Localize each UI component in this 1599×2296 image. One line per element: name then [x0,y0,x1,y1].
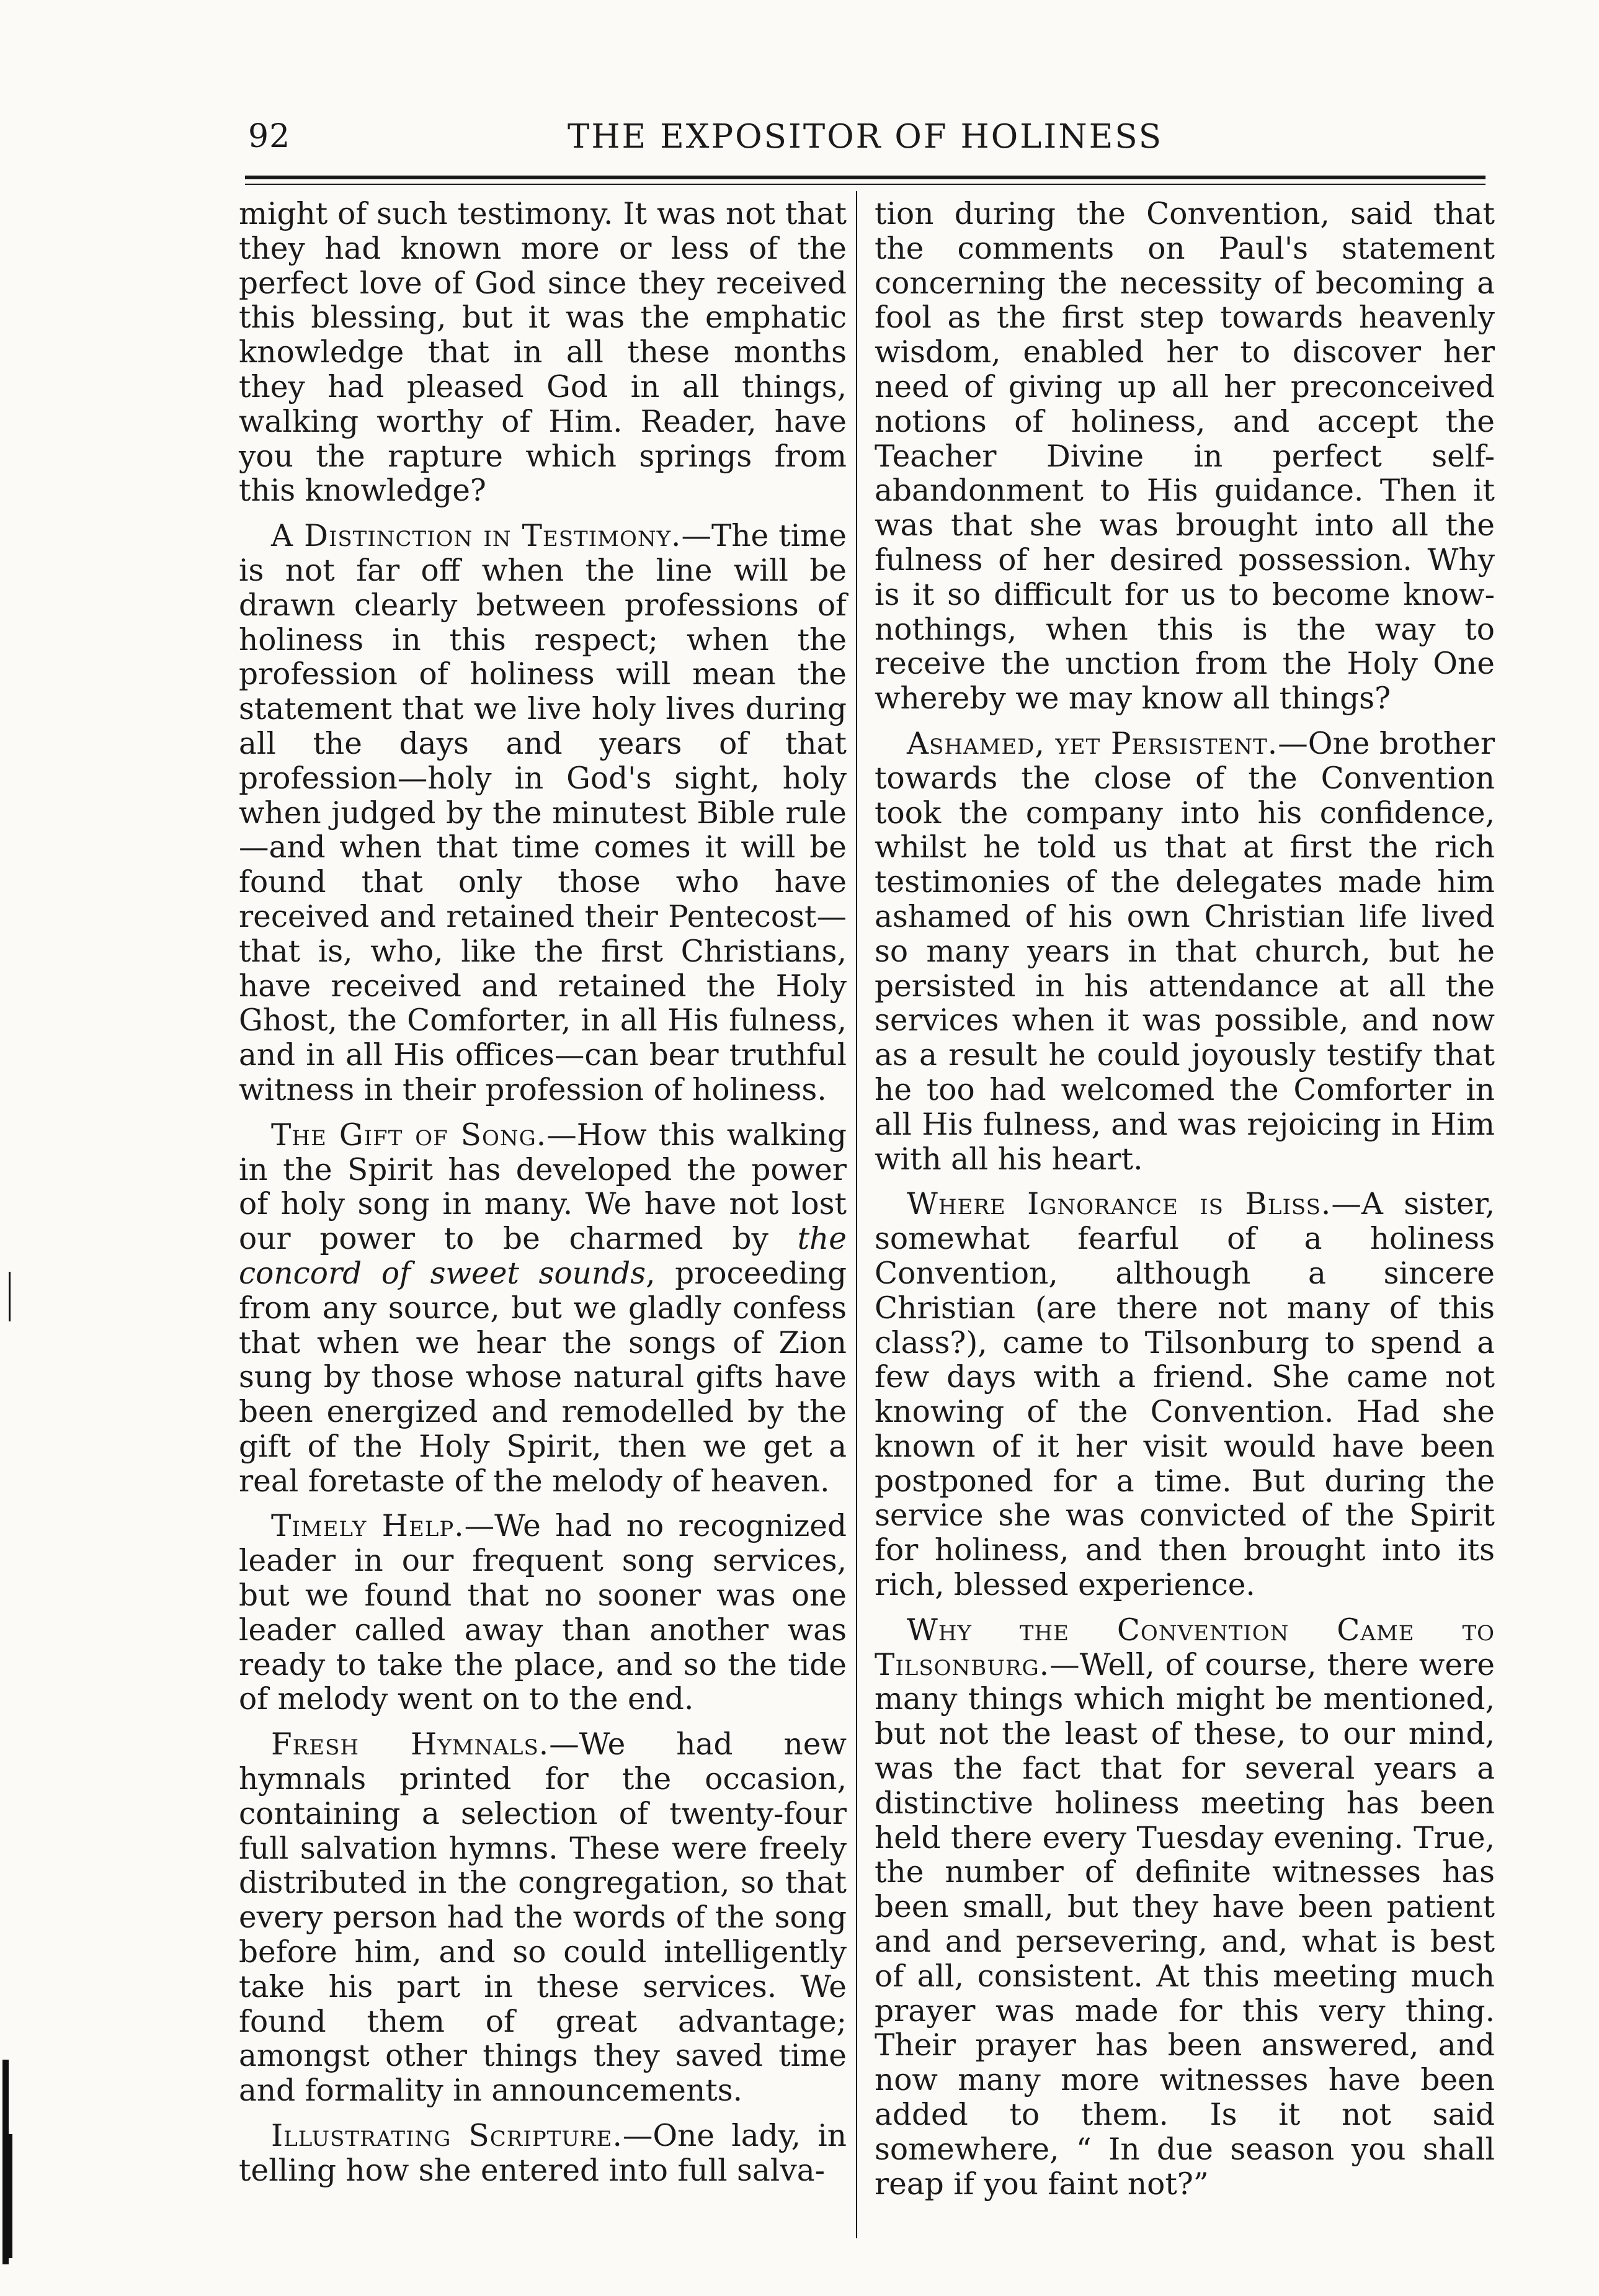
header-rule-thick [245,176,1485,179]
section-heading: Why the Convention Came to Tilsonburg. [875,1612,1495,1682]
paragraph-continuation: might of such testimony. It was not that they had known more or less of the perfect love of God since they received this blessing, but it was the emphatic knowledge that in all these months they had pleased God in all things, walking worthy of Him. Reader, have you the rapture which springs from this knowledge? [239,197,847,509]
left-column [239,197,847,2199]
journal-title: THE EXPOSITOR OF HOLINESS [567,118,1164,156]
section-text: —The time is not far off when the line will be drawn clearly between professions of holiness in this respect; when the profession of holiness will mean the statement that we live holy lives during all the days and years of that profession—holy in God's sight, holy when judged by the minutest Bible rule—and when that time comes it will be found that only those who have received and retained their Pentecost—that is, who, like the first Christians, have received and retained the Holy Ghost, the Comforter, in all His fulness, and in all His offices—can bear truthful witness in their profession of holiness. [239,519,847,1107]
section-text: —We had new hymnals printed for the occasion, containing a selection of twenty-four full salvation hymns. These were freely distributed in the congregation, so that every person had the words of the song before him, and so could intelligently take his part in these services. We found them of great advantage; amongst other things they saved time and formality in announcements. [239,1727,847,2109]
section-heading: A Distinction in Testimony. [271,519,682,554]
scan-edge-mark [9,1272,11,1321]
section-distinction-in-testimony [239,519,847,1108]
section-text: —One lady, in telling how she entered into full salva- [239,2119,847,2188]
section-text: —One brother towards the close of the Convention took the company into his confidence, whilst he told us that at first the rich testimonies of the delegates made him ashamed of his own Christian life lived so many years in that church, but he persisted in his attendance at all the services when it was possible, and now as a result he could joyously testify that he too had welcomed the Comforter in all His fulness, and was rejoicing in Him with all his heart. [875,726,1495,1177]
page-header [245,118,1485,168]
column-divider [856,191,857,2238]
section-illustrating-scripture [239,2119,847,2189]
scan-edge-mark [9,2134,12,2258]
section-text: —We had no recognized leader in our frequent song services, but we found that no sooner was one leader called away than another was ready to take the place, and so the tide of melody went on to the end. [239,1509,847,1717]
right-column [875,197,1495,2212]
section-heading: Fresh Hymnals. [271,1727,550,1762]
section-text: —How this walking in the Spirit has developed the power of holy song in many. We have not lost our power to be charmed by [239,1117,847,1257]
scan-edge-mark [2,2060,9,2264]
section-heading: Timely Help. [271,1509,465,1544]
section-timely-help [239,1509,847,1717]
section-ashamed-yet-persistent [875,727,1495,1177]
section-heading: Illustrating Scripture. [271,2119,623,2154]
section-text: —Well, of course, there were many things which might be mentioned, but not the least of these, to our mind, was the fact that for several years a distinctive holiness meeting has been held there every Tuesday evening. True, the number of definite witnesses has been small, but they have been patient and and persevering, and, what is best of all, consistent. At this meeting much prayer was made for this very thing. Their prayer has been answered, and now many more witnesses have been added to them. Is it not said somewhere, “ In due season you shall reap if you faint not?” [875,1647,1495,2202]
section-fresh-hymnals [239,1728,847,2109]
italic-quote: the concord of sweet sounds [239,1222,847,1291]
section-why-the-convention-came [875,1614,1495,2202]
page-number: 92 [248,118,291,155]
paragraph-continuation: tion during the Convention, said that the comments on Paul's statement concerning the necessity of becoming a fool as the first step towards heavenly wisdom, enabled her to discover her need of giving up all her preconceived notions of holiness, and accept the Teacher Divine in perfect self-abandonment to His guidance. Then it was that she was brought into all the fulness of her desired possession. Why is it so difficult for us to become know-nothings, when this is the way to receive the unction from the Holy One whereby we may know all things? [875,197,1495,717]
section-where-ignorance-is-bliss [875,1187,1495,1603]
header-rule-thin [245,184,1485,185]
section-gift-of-song [239,1119,847,1499]
section-heading: Where Ignorance is Bliss. [907,1187,1332,1222]
section-heading: Ashamed, yet Persistent. [907,726,1278,761]
section-text: —A sister, somewhat fearful of a holiness Convention, although a sincere Christian (are there not many of this class?), came to Tilsonburg to spend a few days with a friend. She came not knowing of the Convention. Had she known of it her visit would have been postponed for a time. But during the service she was convicted of the Spirit for holiness, and then brought into its rich, blessed experience. [875,1187,1495,1603]
section-text: , proceeding from any source, but we gladly confess that when we hear the songs of Zion sung by those whose natural gifts have been energized and remodelled by the gift of the Holy Spirit, then we get a real foretaste of the melody of heaven. [239,1256,847,1499]
section-heading: The Gift of Song. [271,1117,547,1153]
